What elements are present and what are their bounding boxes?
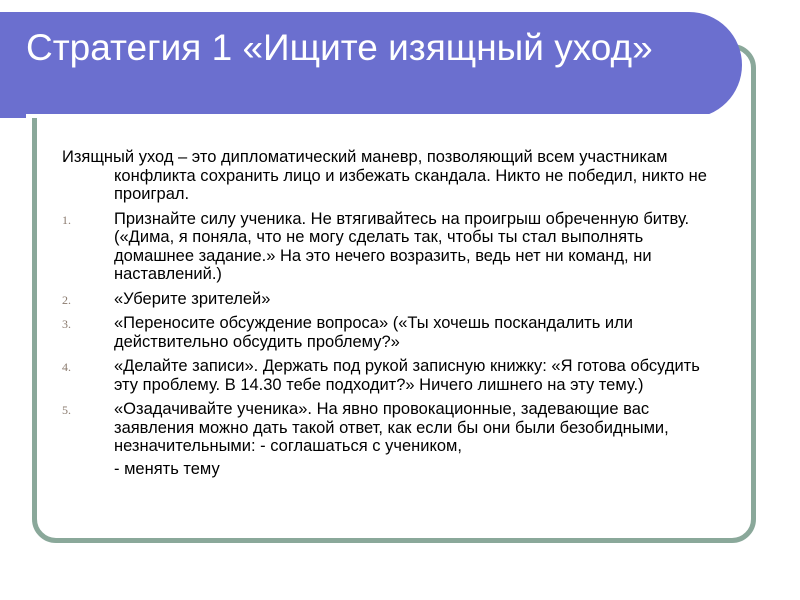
title-banner	[0, 12, 742, 118]
list-item-2	[62, 290, 722, 309]
list-number: 2.	[62, 292, 71, 307]
slide-content	[62, 148, 722, 484]
intro-paragraph: Изящный уход – это дипломатический маневр, позволяющий всем участникам конфликта сохранить лицо и избежать скандала. Никто не победил, никто не проиграл.	[62, 148, 707, 203]
list-item-text: «Переносите обсуждение вопроса» («Ты хочешь поскандалить или действительно обсудить проблему?»	[114, 314, 633, 351]
list-number: 5.	[62, 403, 71, 417]
list-item-4	[62, 357, 722, 394]
list-number: 4.	[62, 360, 71, 374]
list-item-text: «Делайте записи». Держать под рукой записную книжку: «Я готова обсудить эту проблему. В 14.30 тебе подходит?» Ничего лишнего на эту тему.)	[114, 357, 700, 394]
title-underline	[26, 114, 716, 118]
slide-title: Стратегия 1 «Ищите изящный уход»	[26, 27, 653, 68]
list-number: 3.	[62, 317, 71, 331]
list-item-text: «Уберите зрителей»	[114, 289, 271, 308]
list-item-text: Признайте силу ученика. Не втягивайтесь на проигрыш обреченную битву. («Дима, я поняла, что не могу сделать так, чтобы ты стал выполнять домашнее задание.» На это нечего возразить, ведь нет ни команд, ни наставлений.)	[114, 209, 690, 283]
list-number: 1.	[62, 212, 71, 227]
list-item-text: «Озадачивайте ученика». На явно провокационные, задевающие вас заявления можно дать такой ответ, как если бы они были безобидными, незначительными: - соглашаться с учеником,	[114, 400, 669, 455]
list-item-3	[62, 314, 722, 351]
list-item-5	[62, 400, 722, 478]
trailing-line: - менять тему	[114, 459, 220, 478]
list-item-1	[62, 210, 722, 284]
